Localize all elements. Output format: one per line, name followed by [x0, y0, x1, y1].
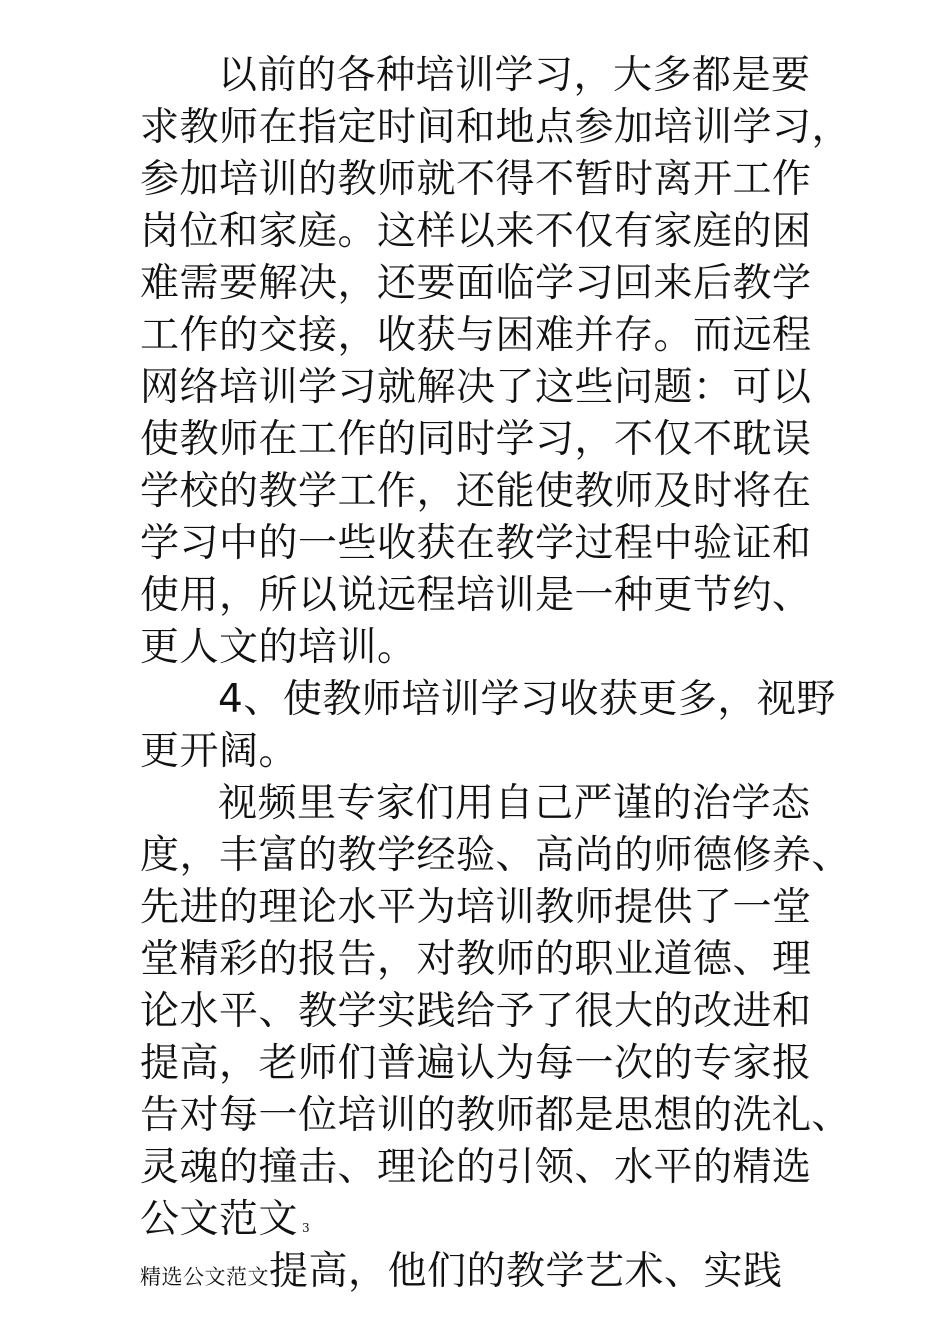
text-line: 难需要解决，还要面临学习回来后教学	[140, 261, 812, 306]
text-line: 堂精彩的报告，对教师的职业道德、理	[140, 937, 812, 982]
text-line: 告对每一位培训的教师都是思想的洗礼、	[140, 1093, 852, 1138]
page-number: 3	[302, 1221, 311, 1235]
text-line: 使用，所以说远程培训是一种更节约、	[140, 573, 812, 618]
text-line: 参加培训的教师就不得不暂时离开工作	[140, 157, 812, 202]
footer-watermark-text: 精选公文范文	[140, 1265, 269, 1289]
text-line-with-page-number	[140, 1194, 310, 1254]
text-line: 使教师在工作的同时学习，不仅不耽误	[140, 417, 812, 462]
text-line: 以前的各种培训学习，大多都是要	[218, 53, 811, 98]
text-line: 先进的理论水平为培训教师提供了一堂	[140, 885, 812, 930]
text-line: 学习中的一些收获在教学过程中验证和	[140, 521, 812, 566]
text-line: 度，丰富的教学经验、高尚的师德修养、	[140, 833, 852, 878]
text-line: 视频里专家们用自己严谨的治学态	[218, 781, 811, 826]
text-line: 灵魂的撞击、理论的引领、水平的精选	[140, 1145, 812, 1190]
section-heading-line: 更开阔。	[140, 729, 299, 774]
text-segment: 公文范文	[140, 1197, 299, 1242]
section-heading-line: 4、使教师培训学习收获更多，视野	[218, 677, 836, 722]
text-line: 工作的交接，收获与困难并存。而远程	[140, 313, 812, 358]
continued-text: 提高，他们的教学艺术、实践	[269, 1249, 783, 1294]
footer-line	[140, 1246, 783, 1303]
text-line: 网络培训学习就解决了这些问题：可以	[140, 365, 812, 410]
text-line: 学校的教学工作，还能使教师及时将在	[140, 469, 812, 514]
text-line: 论水平、教学实践给予了很大的改进和	[140, 989, 812, 1034]
text-line: 更人文的培训。	[140, 625, 417, 670]
text-line: 求教师在指定时间和地点参加培训学习，	[140, 105, 852, 150]
text-line: 岗位和家庭。这样以来不仅有家庭的困	[140, 209, 812, 254]
text-line: 提高，老师们普遍认为每一次的专家报	[140, 1041, 812, 1086]
